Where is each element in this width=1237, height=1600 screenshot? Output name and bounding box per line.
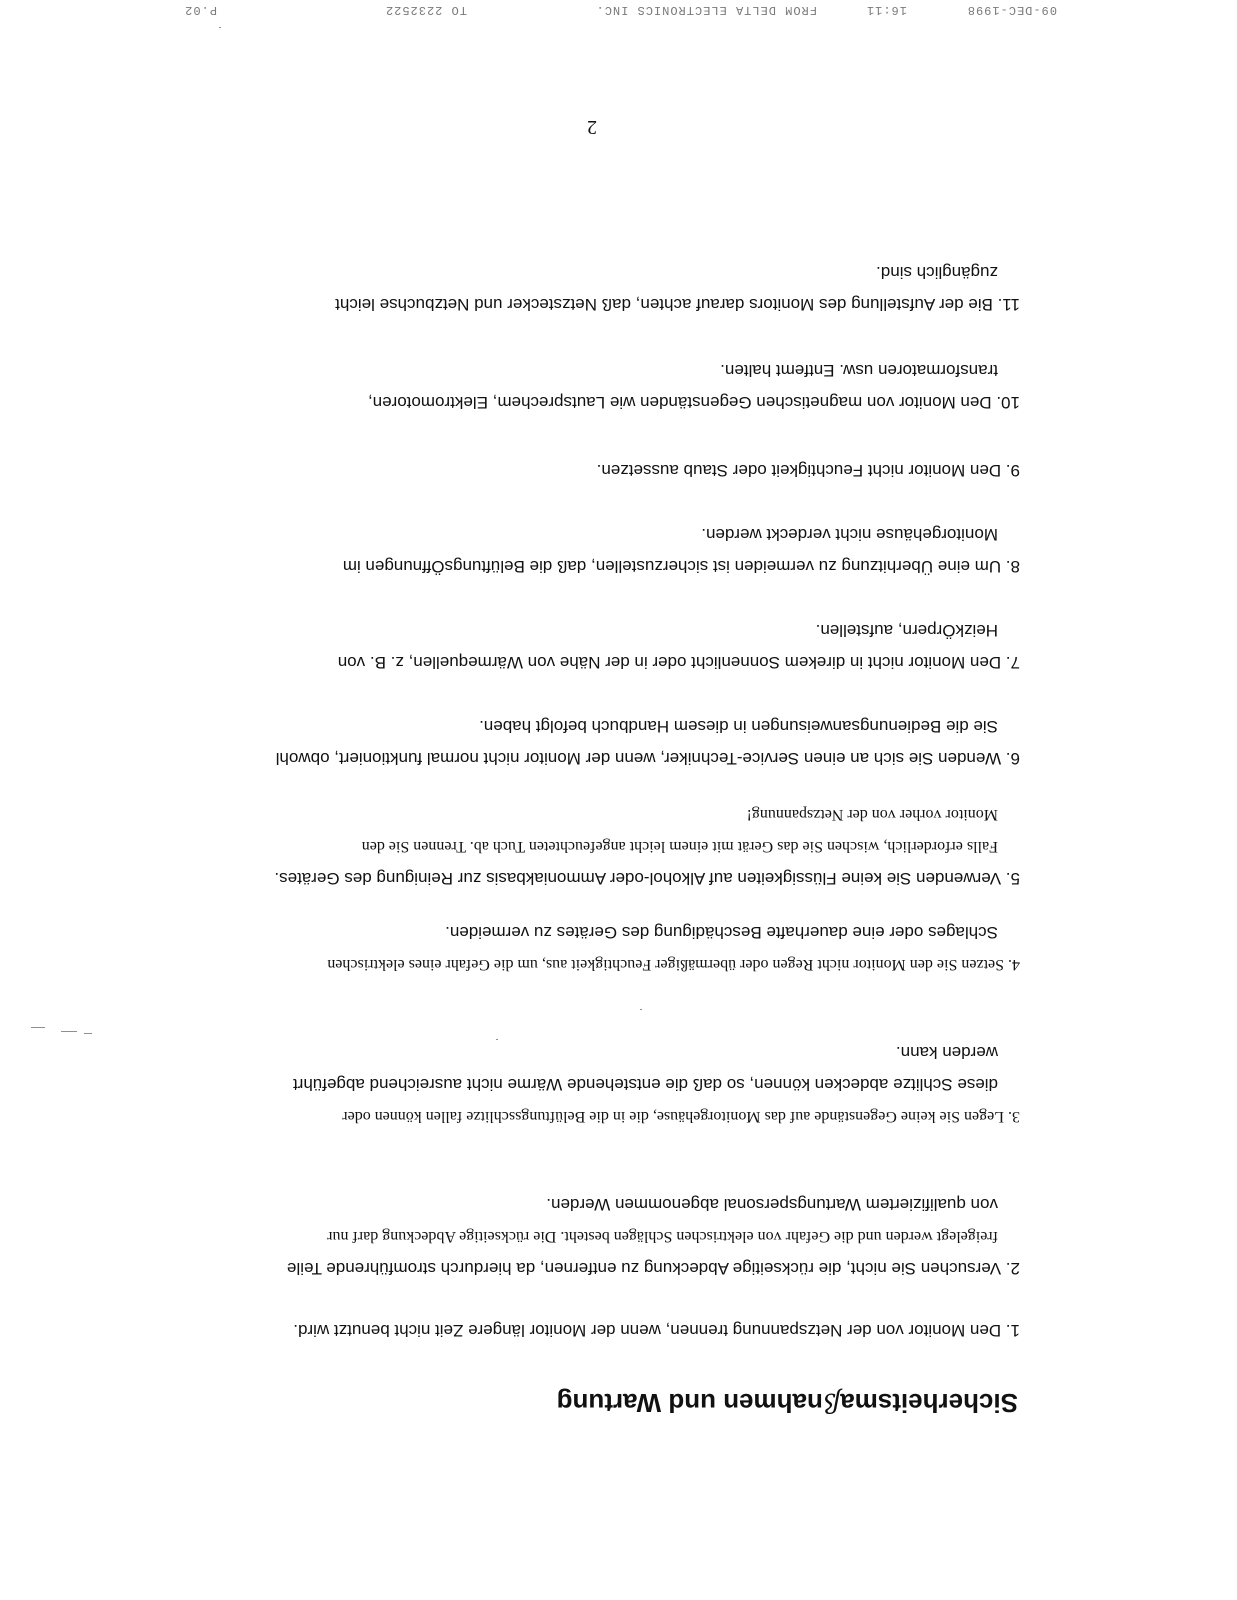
fax-page: P.02 <box>184 3 217 17</box>
item-line: Monitorgehäuse nicht verdeckt werden. <box>701 525 998 544</box>
safety-item-7 <box>180 620 1020 672</box>
item-line: zugänglich sind. <box>876 263 998 282</box>
item-line: Sie die Bedienungsanweisungen in diesem Handbuch befolgt haben. <box>479 717 998 736</box>
item-line: 3. Legen Sie keine Gegenstände auf das Monitorgehäuse, die in die Belüftungsschlitze fallen können oder <box>342 1108 1020 1125</box>
fax-date: 09-DEC-1998 <box>966 3 1057 17</box>
document-title <box>557 1387 1018 1418</box>
item-line: 5. Verwenden Sie keine Flüssigkeiten auf Alkohol-oder Ammoniakbasis zur Reinigung des Gerätes. <box>274 869 1020 888</box>
safety-item-2 <box>180 1194 1020 1278</box>
title-eszett: ß <box>822 1387 841 1417</box>
safety-item-8 <box>180 524 1020 576</box>
item-line: freigelegt werden und die Gefahr von elektrischen Schlägen besteht. Die rückseitige Abdeckung darf nur <box>327 1228 998 1245</box>
item-line: 4. Setzen Sie den Monitor nicht Regen oder übermäßiger Feuchtigkeit aus, um die Gefahr eines elektrischen <box>327 956 1020 973</box>
title-part-2: nahmen und Wartung <box>556 1388 823 1418</box>
scan-speck <box>84 1033 92 1034</box>
item-line: 6. Wenden Sie sich an einen Service-Techniker, wenn der Monitor nicht normal funktioniert, obwohl <box>275 749 1020 768</box>
item-line: 2. Versuchen Sie nicht, die rückseitige Abdeckung zu entfernen, da hierdurch stromführende Teile <box>286 1259 1020 1278</box>
item-line: transformatoren usw. Entfemt halten. <box>720 361 998 380</box>
item-line: 8. Um eine Überhitzung zu vermeiden ist sicherzustellen, daß die BelüftungsÖffnungen im <box>342 557 1020 576</box>
fax-time: 16:11 <box>865 3 907 17</box>
item-line: 7. Den Monitor nicht in direkem Sonnenlicht oder in der Nähe von Wärmequellen, z. B. von <box>337 653 1020 672</box>
scan-speck <box>61 1031 77 1032</box>
item-line: Monitor vorher von der Netzspannung! <box>746 806 998 823</box>
scan-speck <box>31 1027 45 1028</box>
item-line: Falls erforderlich, wischen Sie das Gerät mit einem leicht angefeuchteten Tuch ab. Trennen Sie den <box>361 838 998 855</box>
item-line: werden kann. <box>895 1043 998 1062</box>
safety-item-5 <box>180 804 1020 888</box>
item-line: 10. Den Monitor von magnetischen Gegenständen wie Lautsprechem, Elektromotoren, <box>367 393 1020 412</box>
item-line: 1. Den Monitor von der Netzspannung trennen, wenn der Monitor längere Zeit nicht benutzt wird. <box>293 1321 1020 1340</box>
item-line: Schlages oder eine dauerhafte Beschädigung des Gerätes zu vermeiden. <box>445 923 998 942</box>
scan-speck <box>640 1009 642 1010</box>
safety-item-4 <box>180 922 1020 974</box>
scan-speck <box>496 1039 498 1040</box>
safety-item-9 <box>180 460 1020 480</box>
title-part-1: Sicherheitsma <box>840 1388 1018 1418</box>
scan-speck <box>219 27 221 28</box>
item-line: HeizkÖrpern, aufstellen. <box>815 621 998 640</box>
safety-item-10 <box>180 360 1020 412</box>
fax-to: TO 2232522 <box>384 3 467 17</box>
safety-item-6 <box>180 716 1020 768</box>
item-line: diese Schlitze abdecken können, so daß die entstehende Wärme nicht ausreichend abgeführt <box>292 1075 998 1094</box>
fax-from: FROM DELTA ELECTRONICS INC. <box>595 3 817 17</box>
item-line: von qualifiziertem Wartungspersonal abgenommen Werden. <box>546 1195 998 1214</box>
item-line: 9. Den Monitor nicht Feuchtigkeit oder Staub aussetzen. <box>596 461 1020 480</box>
fax-header <box>77 3 1057 17</box>
safety-item-11 <box>180 262 1020 314</box>
page-number: 2 <box>587 116 597 138</box>
safety-item-3 <box>180 1042 1020 1126</box>
safety-item-1 <box>180 1320 1020 1340</box>
item-line: 11. Bie der Aufstellung des Monitors darauf achten, daß Netzstecker und Netzbuchse leicht <box>335 295 1020 314</box>
